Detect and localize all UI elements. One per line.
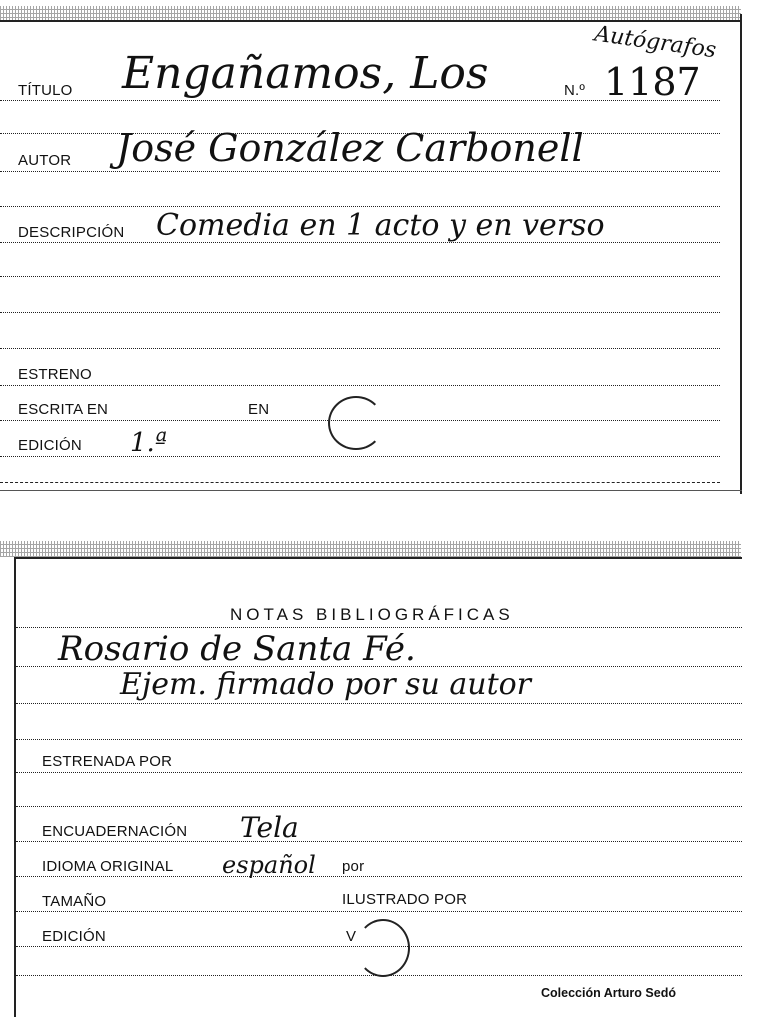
rule-line (0, 206, 720, 207)
card-top-border (0, 20, 742, 22)
estreno-label: ESTRENO (18, 366, 92, 383)
rule-line (16, 772, 742, 773)
card-top-border (14, 557, 742, 559)
card-bottom-border (0, 490, 742, 491)
rule-line (0, 100, 720, 101)
rule-line (16, 911, 742, 912)
rule-line (0, 276, 720, 277)
rule-line (0, 171, 720, 172)
ilustrado-por-label: ILUSTRADO POR (342, 891, 468, 908)
edicion-label: EDICIÓN (42, 928, 106, 945)
descripcion-value: Comedia en 1 acto y en verso (156, 208, 605, 243)
en-label: EN (248, 401, 270, 418)
punched-hole (356, 919, 410, 977)
escrita-en-label: ESCRITA EN (18, 401, 109, 418)
por-label: por (342, 858, 365, 875)
rule-line (16, 876, 742, 877)
catalog-card-top (0, 0, 759, 495)
rule-line (16, 739, 742, 740)
scan-noise-bottom (0, 541, 741, 557)
rule-line (16, 627, 742, 628)
rule-line (0, 242, 720, 243)
note-line-1: Rosario de Santa Fé. (58, 629, 416, 669)
note-line-2: Ejem. firmado por su autor (120, 667, 532, 702)
autor-label: AUTOR (18, 152, 72, 169)
rule-line (16, 806, 742, 807)
punched-hole (328, 396, 384, 450)
idioma-original-value: español (222, 851, 316, 879)
catalog-card-bottom (0, 535, 759, 1028)
rule-line (16, 841, 742, 842)
rule-line (16, 975, 742, 976)
rule-line (16, 946, 742, 947)
rule-line (0, 482, 720, 483)
encuadernacion-label: ENCUADERNACIÓN (42, 823, 188, 840)
titulo-label: TÍTULO (18, 82, 73, 99)
titulo-value: Engañamos, Los (122, 48, 489, 99)
idioma-original-label: IDIOMA ORIGINAL (42, 858, 174, 875)
encuadernacion-value: Tela (240, 811, 299, 844)
rule-line (0, 348, 720, 349)
numero-value: 1187 (604, 60, 701, 104)
descripcion-label: DESCRIPCIÓN (18, 224, 125, 241)
autor-value: José González Carbonell (116, 126, 584, 170)
v-label: V (346, 928, 357, 945)
corner-note: Autógrafos (592, 21, 718, 64)
tamano-label: TAMAÑO (42, 893, 107, 910)
rule-line (0, 456, 720, 457)
edicion-label: EDICIÓN (18, 437, 82, 454)
rule-line (0, 312, 720, 313)
numero-label: N.º (564, 82, 586, 99)
collection-footer: Colección Arturo Sedó (541, 986, 676, 1000)
edicion-value: 1.ª (130, 428, 168, 458)
card-left-border (14, 557, 16, 1017)
estrenada-por-label: ESTRENADA POR (42, 753, 173, 770)
rule-line (0, 385, 720, 386)
notas-heading: NOTAS BIBLIOGRÁFICAS (230, 605, 514, 624)
card-right-border (740, 14, 742, 494)
rule-line (16, 703, 742, 704)
